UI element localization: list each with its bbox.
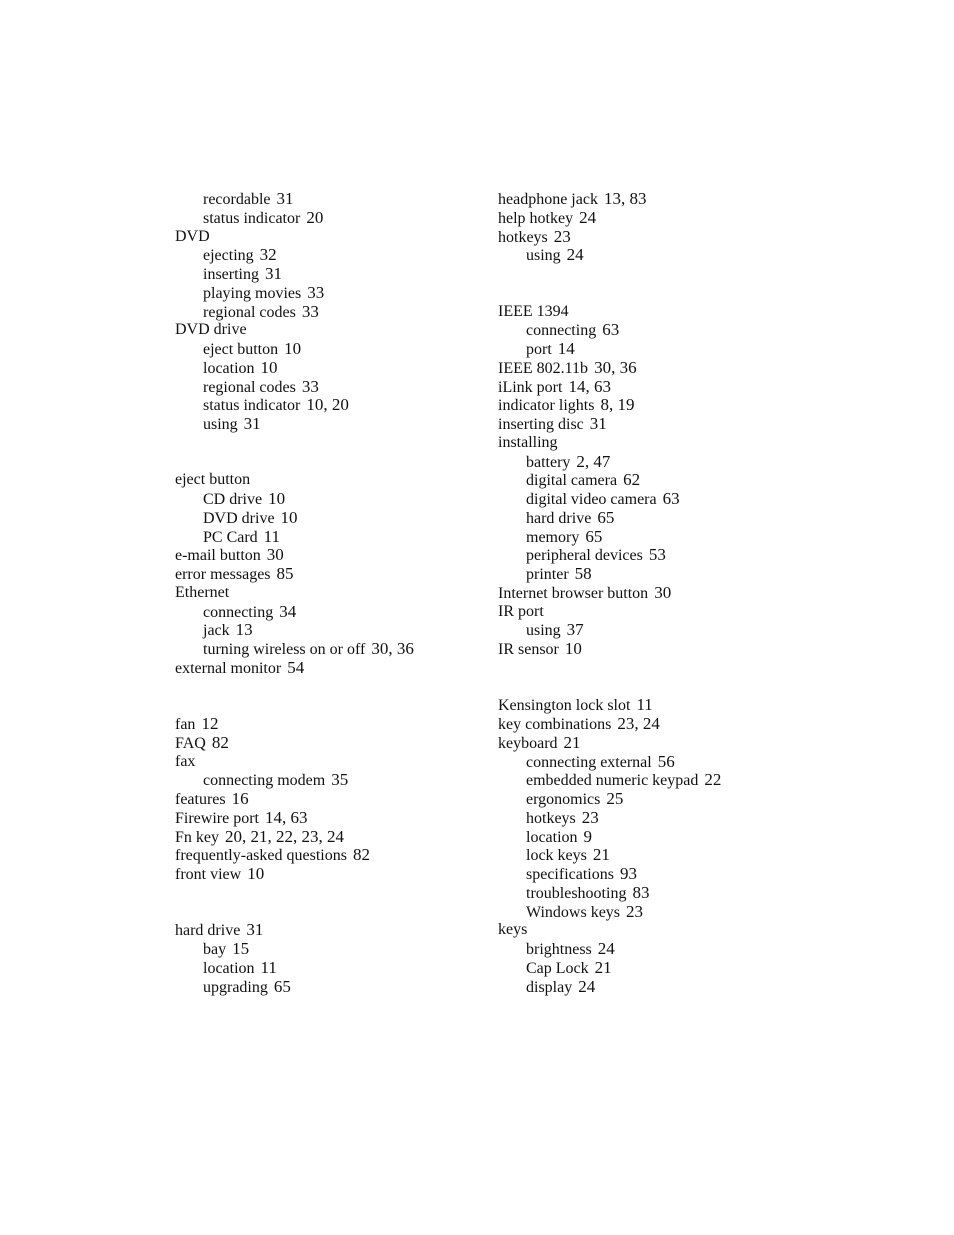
page-reference: 10 — [247, 864, 265, 883]
index-subentry — [175, 396, 485, 415]
page-reference: 13, 83 — [603, 189, 647, 208]
index-term: memory — [526, 528, 580, 546]
index-subentry — [175, 303, 485, 322]
index-term: location — [203, 359, 255, 377]
index-term: upgrading — [203, 978, 268, 996]
page-reference: 9 — [583, 826, 593, 846]
page-reference: 14, 63 — [264, 807, 308, 827]
index-term: external monitor — [175, 659, 282, 677]
page-reference: 53 — [648, 545, 666, 565]
page-reference: 24 — [578, 976, 596, 996]
index-entry — [175, 790, 485, 809]
page-reference: 85 — [276, 564, 294, 583]
index-subentry — [498, 453, 798, 472]
index-term: keys — [498, 921, 528, 939]
page-reference: 23, 24 — [617, 714, 660, 733]
index-term: digital video camera — [526, 491, 657, 508]
spacer — [175, 903, 485, 922]
page-reference: 30 — [654, 582, 672, 602]
page-reference: 20 — [306, 207, 324, 227]
index-term: indicator lights — [498, 397, 595, 415]
index-subentry — [175, 340, 485, 359]
index-entry — [175, 734, 485, 753]
page-reference: 30 — [266, 545, 284, 565]
index-term: IEEE 1394 — [498, 302, 569, 320]
index-term: digital camera — [526, 472, 618, 490]
index-term: hotkeys — [526, 809, 576, 827]
index-subentry — [175, 621, 485, 640]
page-reference: 34 — [279, 601, 297, 621]
page-reference: 10 — [564, 639, 582, 658]
page-reference: 10 — [284, 339, 302, 358]
index-term: connecting modem — [203, 772, 326, 790]
index-entry — [175, 921, 485, 940]
spacer — [498, 659, 798, 678]
index-term: using — [526, 622, 561, 640]
index-term: iLink port — [498, 378, 563, 396]
page-reference: 21 — [592, 845, 610, 865]
page-reference: 11 — [636, 695, 653, 715]
index-term: status indicator — [203, 209, 301, 227]
index-column-right — [498, 190, 798, 996]
index-term: inserting — [203, 266, 259, 283]
index-term: connecting external — [526, 753, 652, 771]
index-subentry — [498, 959, 798, 978]
index-term: recordable — [203, 191, 271, 208]
index-subentry — [175, 771, 485, 790]
index-term: Internet browser button — [498, 584, 649, 602]
spacer — [175, 884, 485, 903]
index-term: specifications — [526, 866, 614, 883]
index-entry — [175, 659, 485, 678]
spacer — [175, 453, 485, 472]
index-term: turning wireless on or off — [203, 641, 366, 658]
index-term: connecting — [526, 322, 597, 340]
index-term: eject button — [175, 471, 251, 489]
page-reference: 33 — [307, 282, 325, 302]
index-entry — [498, 640, 798, 659]
index-term: ejecting — [203, 247, 254, 265]
index-term: using — [526, 247, 561, 265]
index-term: bay — [203, 941, 227, 958]
page-reference: 10 — [260, 357, 278, 377]
index-term: PC Card — [203, 528, 258, 546]
index-subentry — [498, 940, 798, 959]
index-term: playing movies — [203, 284, 302, 302]
index-term: DVD drive — [175, 321, 247, 339]
index-subentry — [498, 978, 798, 997]
page-reference: 93 — [619, 864, 637, 883]
index-term: status indicator — [203, 397, 301, 415]
page-reference: 31 — [589, 414, 607, 433]
spacer — [175, 678, 485, 697]
index-subentry — [175, 603, 485, 622]
page-reference: 20, 21, 22, 23, 24 — [225, 826, 344, 846]
index-entry — [175, 865, 485, 884]
spacer — [175, 696, 485, 715]
page-reference: 24 — [597, 939, 615, 958]
index-subentry — [498, 790, 798, 809]
index-subentry — [175, 940, 485, 959]
page-reference: 30, 36 — [594, 357, 637, 377]
page-reference: 24 — [579, 207, 597, 227]
page-reference: 23 — [553, 226, 571, 246]
index-term: IR sensor — [498, 641, 559, 658]
index-subentry — [498, 340, 798, 359]
index-term: brightness — [526, 941, 592, 958]
index-entry — [498, 228, 798, 247]
index-term: hard drive — [175, 922, 241, 940]
page-reference: 2, 47 — [576, 451, 611, 471]
index-subentry — [498, 246, 798, 265]
index-term: connecting — [203, 603, 274, 621]
index-subentry — [498, 490, 798, 509]
index-subentry — [498, 809, 798, 828]
page-reference: 30, 36 — [371, 639, 414, 658]
index-subentry — [175, 378, 485, 397]
page-reference: 14 — [557, 339, 575, 358]
spacer — [498, 678, 798, 697]
index-term: e-mail button — [175, 547, 261, 565]
spacer — [175, 434, 485, 453]
page-reference: 35 — [331, 770, 349, 790]
page-reference: 82 — [211, 732, 229, 752]
page-reference: 21 — [594, 957, 612, 977]
index-term: location — [526, 828, 578, 846]
index-term: error messages — [175, 566, 271, 583]
index-term: frequently-asked questions — [175, 847, 347, 865]
page-reference: 65 — [273, 976, 291, 996]
index-entry — [498, 378, 798, 397]
index-column-left — [175, 190, 485, 996]
page-reference: 24 — [566, 245, 584, 265]
index-term: features — [175, 791, 226, 808]
page-reference: 10 — [280, 507, 298, 527]
index-subentry — [498, 903, 798, 922]
index-entry — [498, 209, 798, 228]
index-term: embedded numeric keypad — [526, 772, 699, 790]
index-term: fax — [175, 752, 196, 770]
page-reference: 22 — [704, 770, 722, 790]
index-term: installing — [498, 433, 558, 451]
index-subentry — [498, 846, 798, 865]
index-entry — [175, 546, 485, 565]
index-entry — [498, 715, 798, 734]
index-subentry — [175, 265, 485, 284]
spacer — [498, 284, 798, 303]
index-subentry — [498, 471, 798, 490]
index-entry — [175, 846, 485, 865]
index-term: FAQ — [175, 734, 206, 752]
index-term: location — [203, 959, 255, 977]
index-term: peripheral devices — [526, 547, 643, 565]
page-reference: 11 — [260, 957, 277, 977]
index-subentry — [175, 246, 485, 265]
index-term: Kensington lock slot — [498, 697, 631, 715]
page-reference: 13 — [235, 620, 253, 640]
index-subentry — [498, 321, 798, 340]
index-entry — [175, 809, 485, 828]
page-reference: 23 — [626, 901, 644, 921]
page-reference: 10, 20 — [306, 395, 349, 415]
index-term: Cap Lock — [526, 959, 589, 977]
index-term: Windows keys — [526, 903, 621, 921]
page-reference: 63 — [602, 320, 620, 340]
index-subentry — [175, 190, 485, 209]
index-term: front view — [175, 866, 242, 883]
page-reference: 10 — [268, 489, 286, 508]
page-reference: 23 — [581, 807, 599, 827]
index-entry — [175, 228, 485, 247]
page-reference: 14, 63 — [568, 376, 611, 396]
index-subentry — [498, 828, 798, 847]
index-subentry — [175, 978, 485, 997]
page-reference: 33 — [301, 376, 319, 396]
index-subentry — [175, 415, 485, 434]
index-subentry — [498, 546, 798, 565]
index-entry — [498, 434, 798, 453]
index-subentry — [175, 509, 485, 528]
index-term: keyboard — [498, 734, 558, 752]
index-subentry — [175, 640, 485, 659]
index-term: inserting disc — [498, 416, 584, 433]
page-reference: 63 — [662, 489, 680, 508]
page-reference: 31 — [276, 189, 294, 208]
page-reference: 25 — [606, 789, 624, 808]
page-reference: 83 — [632, 882, 650, 902]
index-entry — [498, 734, 798, 753]
index-entry — [498, 696, 798, 715]
index-subentry — [498, 621, 798, 640]
page-reference: 58 — [574, 564, 592, 583]
index-term: troubleshooting — [526, 884, 627, 902]
index-subentry — [498, 509, 798, 528]
index-term: lock keys — [526, 847, 587, 865]
page-reference: 8, 19 — [600, 395, 635, 415]
index-term: hotkeys — [498, 228, 548, 246]
index-subentry — [498, 884, 798, 903]
index-term: key combinations — [498, 716, 612, 733]
index-term: jack — [203, 622, 230, 640]
index-entry — [498, 190, 798, 209]
index-term: Ethernet — [175, 583, 230, 601]
index-term: regional codes — [203, 378, 296, 396]
page-reference: 54 — [287, 657, 305, 677]
page-reference: 12 — [201, 714, 219, 733]
index-entry — [175, 321, 485, 340]
page-reference: 11 — [263, 526, 281, 546]
index-entry — [175, 753, 485, 772]
index-term: DVD — [175, 227, 210, 245]
index-term: battery — [526, 453, 571, 471]
page-reference: 56 — [657, 751, 675, 771]
index-entry — [175, 715, 485, 734]
index-entry — [498, 359, 798, 378]
page-reference: 33 — [301, 301, 319, 321]
page-reference: 65 — [585, 526, 603, 546]
index-term: port — [526, 341, 552, 358]
index-subentry — [175, 284, 485, 303]
page-reference: 65 — [597, 507, 615, 527]
index-term: help hotkey — [498, 209, 574, 227]
index-term: hard drive — [526, 509, 592, 527]
index-subentry — [498, 753, 798, 772]
page-reference: 37 — [566, 620, 584, 640]
index-entry — [175, 584, 485, 603]
index-subentry — [175, 209, 485, 228]
index-term: display — [526, 978, 573, 996]
index-term: Fn key — [175, 828, 219, 846]
index-term: headphone jack — [498, 191, 598, 208]
page-reference: 15 — [232, 939, 250, 958]
page-reference: 31 — [243, 414, 261, 433]
index-entry — [498, 415, 798, 434]
index-term: printer — [526, 566, 569, 583]
index-subentry — [498, 565, 798, 584]
page-reference: 21 — [563, 732, 581, 752]
index-term: Firewire port — [175, 809, 259, 827]
index-entry — [498, 921, 798, 940]
index-term: regional codes — [203, 303, 296, 321]
index-subentry — [175, 359, 485, 378]
page-reference: 16 — [231, 789, 249, 808]
index-subentry — [175, 528, 485, 547]
index-subentry — [175, 490, 485, 509]
index-subentry — [175, 959, 485, 978]
index-entry — [498, 584, 798, 603]
page-reference: 31 — [265, 264, 282, 283]
index-subentry — [498, 528, 798, 547]
index-entry — [498, 603, 798, 622]
index-term: CD drive — [203, 491, 263, 508]
index-term: IR port — [498, 602, 544, 620]
index-term: ergonomics — [526, 791, 601, 808]
index-entry — [175, 828, 485, 847]
index-term: IEEE 802.11b — [498, 359, 589, 377]
page-reference: 32 — [259, 245, 277, 265]
index-term: eject button — [203, 341, 279, 358]
index-entry — [498, 396, 798, 415]
page-reference: 62 — [623, 470, 641, 490]
index-term: fan — [175, 716, 196, 733]
index-subentry — [498, 771, 798, 790]
spacer — [498, 265, 798, 284]
index-term: DVD drive — [203, 509, 275, 527]
index-term: using — [203, 416, 238, 433]
page-reference: 31 — [246, 920, 264, 940]
index-entry — [498, 303, 798, 322]
page-reference: 82 — [352, 845, 370, 865]
index-entry — [175, 565, 485, 584]
index-entry — [175, 471, 485, 490]
index-subentry — [498, 865, 798, 884]
